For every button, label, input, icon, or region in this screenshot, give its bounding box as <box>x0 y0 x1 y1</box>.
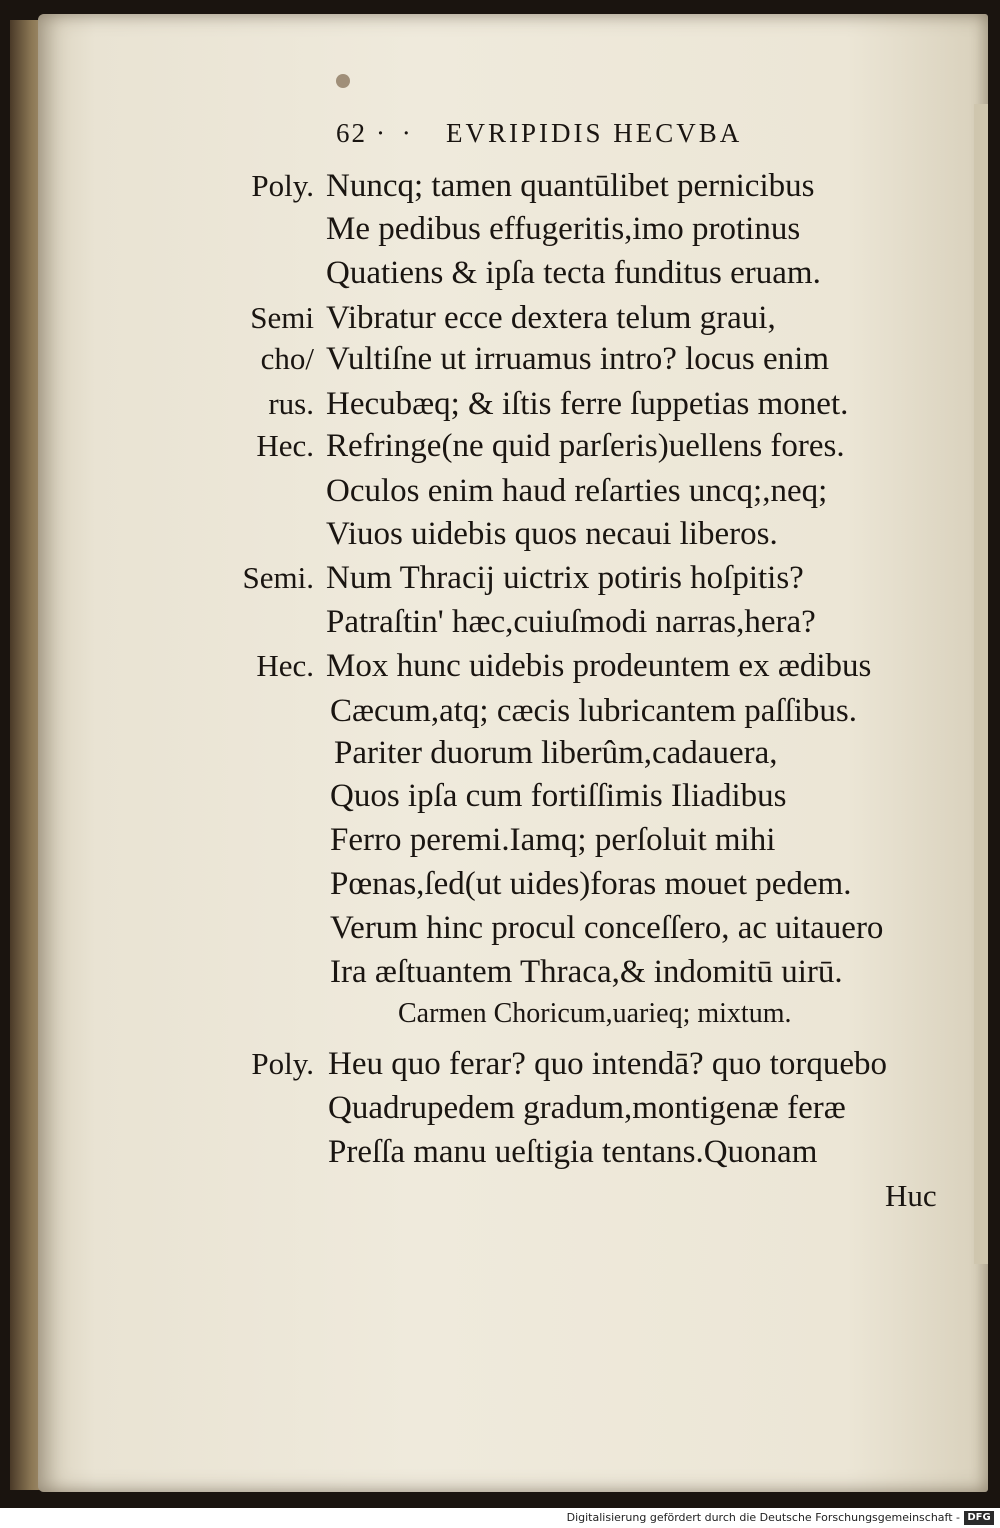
verse-line <box>0 211 1000 251</box>
page-number: 62 <box>336 118 367 148</box>
ink-stain <box>336 74 350 88</box>
dfg-logo: DFG <box>964 1511 994 1525</box>
verse-line <box>0 910 1000 950</box>
verse-text: Ferro peremi.Iamq; perſoluit mihi <box>330 822 776 858</box>
catchword: Huc <box>885 1178 937 1213</box>
verse-line <box>0 255 1000 295</box>
section-heading <box>0 998 1000 1034</box>
speaker-label: Poly. <box>251 168 314 203</box>
verse-line <box>0 516 1000 556</box>
verse-text: Pariter duorum liberûm,cadauera, <box>334 735 778 771</box>
verse-text: Refringe(ne quid parſeris)uellens fores. <box>326 428 845 464</box>
verse-line <box>0 1090 1000 1130</box>
section-heading-text: Carmen Choricum,uarieq; mixtum. <box>398 998 792 1029</box>
verse-text: Vibratur ecce dextera telum graui, <box>326 300 776 336</box>
verse-text: Preſſa manu ueſtigia tentans.Quonam <box>328 1134 818 1170</box>
verse-text: Quatiens & ipſa tecta funditus eruam. <box>326 255 821 291</box>
speaker-label: Poly. <box>251 1046 314 1081</box>
verse-line <box>0 473 1000 513</box>
verse-text: Nuncq; tamen quantūlibet pernicibus <box>326 168 815 204</box>
header-dots: · · <box>376 118 416 148</box>
verse-line <box>0 428 1000 468</box>
funding-credit: Digitalisierung gefördert durch die Deutsche Forschungsgemeinschaft - <box>566 1511 960 1524</box>
digitization-footer <box>0 1508 1000 1528</box>
verse-text: Vultiſne ut irruamus intro? locus enim <box>326 341 830 377</box>
verse-text: Quadrupedem gradum,montigenæ feræ <box>328 1090 846 1126</box>
verse-line <box>0 778 1000 818</box>
running-header <box>0 118 1000 158</box>
verse-line <box>0 1046 1000 1086</box>
verse-text: Me pedibus effugeritis,imo protinus <box>326 211 801 247</box>
verse-line <box>0 386 1000 426</box>
verse-text: Viuos uidebis quos necaui liberos. <box>326 516 778 552</box>
verse-text: Quos ipſa cum fortiſſimis Iliadibus <box>330 778 787 814</box>
verse-text: Patraſtin' hæc,cuiuſmodi narras,hera? <box>326 604 816 640</box>
verse-line <box>0 693 1000 733</box>
speaker-label: Hec. <box>256 648 314 683</box>
verse-text: Hecubæq; & iſtis ferre ſuppetias monet. <box>326 386 849 422</box>
speaker-label: Hec. <box>256 428 314 463</box>
speaker-label: cho/ <box>260 341 314 376</box>
verse-line <box>0 300 1000 340</box>
speaker-label: Semi. <box>242 560 314 595</box>
verse-text: Cæcum,atq; cæcis lubricantem paſſibus. <box>330 693 857 729</box>
verse-text: Mox hunc uidebis prodeuntem ex ædibus <box>326 648 872 684</box>
running-title: EVRIPIDIS HECVBA <box>446 118 743 148</box>
verse-line <box>0 341 1000 381</box>
verse-text: Verum hinc procul conceſſero, ac uitauero <box>330 910 884 946</box>
speaker-label: Semi <box>250 300 314 335</box>
verse-line <box>0 648 1000 688</box>
speaker-label: rus. <box>268 386 314 421</box>
verse-line <box>0 735 1000 775</box>
verse-line <box>0 604 1000 644</box>
verse-line <box>0 168 1000 208</box>
verse-line <box>0 822 1000 862</box>
verse-text: Heu quo ferar? quo intendā? quo torquebo <box>328 1046 887 1082</box>
verse-line <box>0 1134 1000 1174</box>
verse-text: Ira æſtuantem Thraca,& indomitū uirū. <box>330 954 843 990</box>
verse-text: Num Thracij uictrix potiris hoſpitis? <box>326 560 804 596</box>
verse-line <box>0 954 1000 994</box>
verse-line <box>0 866 1000 906</box>
verse-line <box>0 560 1000 600</box>
verse-text: Oculos enim haud reſarties uncq;,neq; <box>326 473 828 509</box>
verse-text: Pœnas,ſed(ut uides)foras mouet pedem. <box>330 866 852 902</box>
